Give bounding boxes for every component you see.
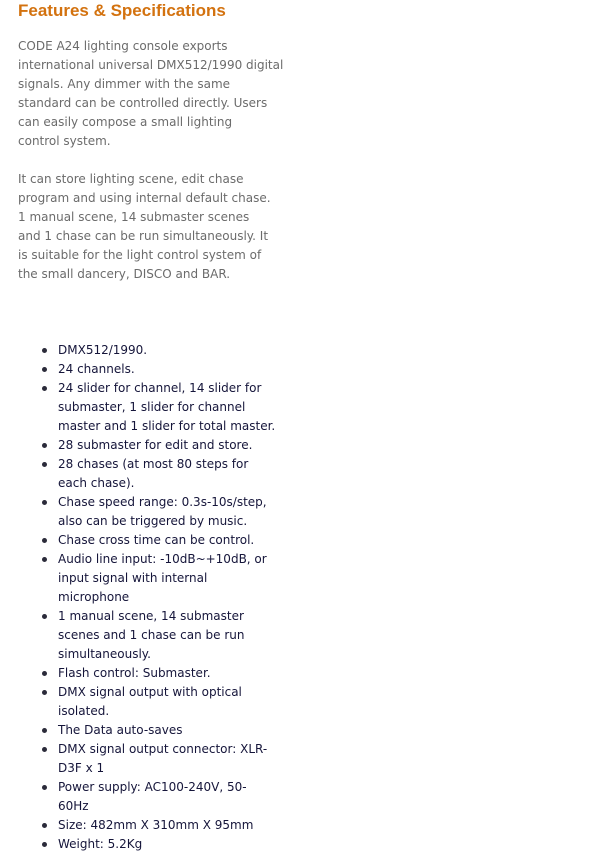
intro-line: can easily compose a small lighting bbox=[18, 115, 233, 129]
spec-item-text: submaster, 1 slider for channel bbox=[58, 400, 246, 414]
bullet-icon bbox=[42, 500, 47, 505]
intro-line: signals. Any dimmer with the same bbox=[18, 77, 231, 91]
bullet-icon bbox=[42, 386, 47, 391]
spec-item-text: 1 manual scene, 14 submaster bbox=[58, 609, 244, 623]
bullet-icon bbox=[42, 557, 47, 562]
spec-item bbox=[0, 664, 288, 683]
section-heading: Features & Specifications bbox=[18, 1, 226, 20]
spec-item bbox=[0, 816, 288, 835]
spec-item bbox=[0, 436, 288, 455]
intro-line: program and using internal default chase. bbox=[18, 191, 271, 205]
spec-item bbox=[0, 455, 288, 493]
bullet-icon bbox=[42, 443, 47, 448]
bullet-icon bbox=[42, 842, 47, 847]
spec-item-text: 24 channels. bbox=[58, 362, 135, 376]
bullet-icon bbox=[42, 785, 47, 790]
intro-line: standard can be controlled directly. Users bbox=[18, 96, 268, 110]
spec-item bbox=[0, 740, 288, 778]
spec-item-text: Power supply: AC100-240V, 50- bbox=[58, 780, 247, 794]
spec-item bbox=[0, 379, 288, 436]
intro-paragraph-1 bbox=[18, 37, 284, 151]
spec-item bbox=[0, 778, 288, 816]
spec-item bbox=[0, 531, 288, 550]
spec-item-text: Chase cross time can be control. bbox=[58, 533, 255, 547]
intro-line: control system. bbox=[18, 134, 111, 148]
spec-item bbox=[0, 341, 288, 360]
spec-item bbox=[0, 550, 288, 607]
specifications-list bbox=[0, 341, 288, 854]
intro-line: CODE A24 lighting console exports bbox=[18, 39, 228, 53]
spec-item-text: microphone bbox=[58, 590, 130, 604]
intro-line: It can store lighting scene, edit chase bbox=[18, 172, 244, 186]
spec-item bbox=[0, 607, 288, 664]
intro-paragraph-2 bbox=[18, 170, 271, 284]
spec-item bbox=[0, 360, 288, 379]
spec-item-text: master and 1 slider for total master. bbox=[58, 419, 276, 433]
spec-item-text: simultaneously. bbox=[58, 647, 151, 661]
bullet-icon bbox=[42, 823, 47, 828]
spec-item-text: D3F x 1 bbox=[58, 761, 105, 775]
spec-item-text: DMX signal output connector: XLR- bbox=[58, 742, 268, 756]
spec-item-text: also can be triggered by music. bbox=[58, 514, 248, 528]
bullet-icon bbox=[42, 690, 47, 695]
bullet-icon bbox=[42, 462, 47, 467]
spec-item-text: Weight: 5.2Kg bbox=[58, 837, 143, 851]
bullet-icon bbox=[42, 614, 47, 619]
spec-item-text: Chase speed range: 0.3s-10s/step, bbox=[58, 495, 267, 509]
intro-line: international universal DMX512/1990 digital bbox=[18, 58, 284, 72]
intro-line: is suitable for the light control system of bbox=[18, 248, 262, 262]
spec-item-text: scenes and 1 chase can be run bbox=[58, 628, 245, 642]
spec-item-text: Size: 482mm X 310mm X 95mm bbox=[58, 818, 254, 832]
spec-item-text: 24 slider for channel, 14 slider for bbox=[58, 381, 262, 395]
bullet-icon bbox=[42, 728, 47, 733]
bullet-icon bbox=[42, 747, 47, 752]
spec-item bbox=[0, 683, 288, 721]
spec-item bbox=[0, 493, 288, 531]
spec-item-text: each chase). bbox=[58, 476, 135, 490]
bullet-icon bbox=[42, 538, 47, 543]
spec-item-text: The Data auto-saves bbox=[58, 723, 183, 737]
spec-item-text: 28 chases (at most 80 steps for bbox=[58, 457, 249, 471]
spec-item-text: isolated. bbox=[58, 704, 110, 718]
spec-item-text: Audio line input: -10dB~+10dB, or bbox=[58, 552, 267, 566]
spec-item-text: DMX512/1990. bbox=[58, 343, 148, 357]
spec-item-text: DMX signal output with optical bbox=[58, 685, 242, 699]
bullet-icon bbox=[42, 671, 47, 676]
intro-line: the small dancery, DISCO and BAR. bbox=[18, 267, 231, 281]
spec-item-text: Flash control: Submaster. bbox=[58, 666, 211, 680]
spec-item-text: input signal with internal bbox=[58, 571, 208, 585]
bullet-icon bbox=[42, 367, 47, 372]
spec-item-text: 28 submaster for edit and store. bbox=[58, 438, 253, 452]
spec-item-text: 60Hz bbox=[58, 799, 89, 813]
spec-item bbox=[0, 721, 288, 740]
intro-line: 1 manual scene, 14 submaster scenes bbox=[18, 210, 250, 224]
bullet-icon bbox=[42, 348, 47, 353]
spec-item bbox=[0, 835, 288, 854]
intro-line: and 1 chase can be run simultaneously. It bbox=[18, 229, 269, 243]
